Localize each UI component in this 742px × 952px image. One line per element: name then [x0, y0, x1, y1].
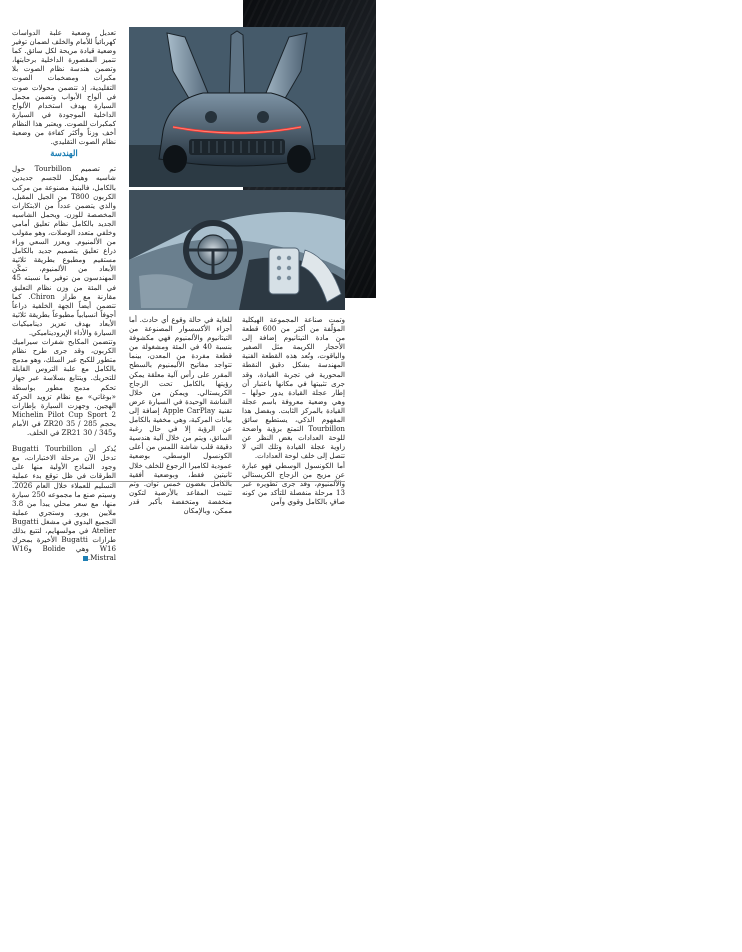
body-paragraph: وتتضمن المكابح شفرات سيراميك الكربون، وقد جرى طرح نظام متطور للكبح عبر السلك، وهو مدمج بالكامل مع علبة التروس القابلة للتحريك. ويتتابع بسلاسة عبر جهاز تحكم مدمج مطور بواسطة «بوغاتي» مع نظام تزويد الحركة الهجين. وجهزت السيارة بإطارات Michelin Pilot Cup Sport 2 بحجم 285 / 35 ZR20 في الأمام و345 / 30 ZR21 في الخلف. [12, 337, 116, 438]
body-paragraph: تم تصميم Tourbillon حول شاسيه وهيكل للجسم جديدين بالكامل، فالبنية مصنوعة من مركب الكربون T800 من الجيل المقبل، والذي يتضمن عدداً من الابتكارات المخصصة للوزن. ويحمل الشاسيه الجديد بالكامل نظام تعليق أمامي وخلفي متعدد الوصلات، وهو مقولب من الألمنيوم. ويعزز السعي وراء ذراع تعليق بتصميم جديد بالكامل مستقيم ومطبوع بطريقة ثلاثية الأبعاد من الألمنيوم، تمكّن المهندسون من توفير ما نسبته 45 في المئة من وزن نظام التعليق مقارنة مع طراز Chiron. كما تتضمن أيضاً الجهة الخلفية ذراعاً أجوفاً انسيابياً مطبوعاً بطريقة ثلاثية الأبعاد بهدف تعزيز ديناميكيات السيارة والأداء الإيروديناميكي. [12, 164, 116, 337]
car-interior-photo [129, 190, 345, 310]
body-paragraph: أما الكونسول الوسطي فهو عبارة عن مزيج من الزجاج الكريستالي والألمنيوم، وقد جرى تطويره عبر 13 مرحلة منفصلة للتأكد من كونه صافٍ بالكامل وقوي وآمن [242, 460, 345, 506]
body-paragraph: للغاية في حالة وقوع أي حادث. أما أجزاء الأكسسوار المصنوعة من التيتانيوم والألمنيوم فهي مكشوفة بنسبة 40 في المئة ومشغولة من قطعة مفردة من المعدن، بينما تتواجد مفاتيح الأليمنيوم بالسطح المقرر على رأس آلية معلقة يمكن رؤيتها بالكامل تحت الزجاج الكريستالي. ويمكن من خلال الشاشة الوحيدة في السيارة عرض تقنية Apple CarPlay إضافة إلى بيانات المركبة، وهي مخفية بالكامل عن الرؤية إلا في حال رغبة السائق، ويتم من خلال آلية هندسية دقيقة قلب شاشة اللمس من أعلى الكونسول الوسطي، بوضعية عمودية لكاميرا الرجوع للخلف خلال ثانيتين فقط، وبوضعية أفقية بالكامل بغضون خمس ثوان. وتم تثبيت المقاعد بالأرضية لتكون منخفضة ومتخفضة بأكبر قدر ممكن، وبالإمكان [129, 315, 232, 515]
body-paragraph-final [12, 444, 116, 562]
car-rear-photo [129, 27, 345, 187]
body-paragraph: تعديل وضعية علبة الدواسات كهربائياً للأمام والخلف لضمان توفير وضعية قيادة مريحة لكل سائق. كما تتميز المقصورة الداخلية برحابتها، وتضمن هندسة نظام الصوت بلا مكبرات ومضخمات الصوت التقليدية، إذ تتضمن محولات صوت في ألواح الأبواب وتضمن مجمل السيارة بهدف استخدام الألواح الداخلية الموجودة في السيارة كمكبرات للصوت. ويعتبر هذا النظام أخف وزناً وأكثر كفاءة من وضعية نظام الصوت التقليدي. [12, 28, 116, 147]
article-column-middle [129, 315, 232, 515]
body-paragraph: وتمت صناعة المجموعة الهيكلية المؤلّفة من أكثر من 600 قطعة من مادة التيتانيوم إضافة إلى الأحجار الكريمة مثل الصفير والياقوت، وتُعد هذه القطعة الفنية المهندسة بشكل دقيق النقطة المحورية في تجربة القيادة، وقد جرى تثبيتها في مكانها باعتبار أن إطار عجلة القيادة يدور حولها – وهي وضعية معروفة باسم عجلة القيادة بالمركز الثابت. وبفضل هذا المفهوم الذكي، يستطيع سائق Tourbillon التمتع برؤية واضحة للوحة العدادات بغض النظر عن زاوية عجلة القيادة وتلك التي لا تتصل إلى خلف لوحة العدادات. [242, 315, 345, 461]
section-heading-engineering: الهندسة [50, 149, 78, 160]
final-paragraph-text: يُذكر أن Bugatti Tourbillon تدخل الآن مرحلة الاختبارات، مع وجود النماذج الأولية منها على الطرقات في ظل توقع بدء عملية التسليم للعملاء خلال العام 2026. وسيتم صنع ما مجموعه 250 سيارة منها، مع سعر محلي يبدأ من 3.8 ملايين يورو. وستجري عملية التجميع اليدوي في مشغل Bugatti Atelier في مولسهايم، لتتبع بذلك طرازات Bugatti الأخيرة بمحرك W16 وهي Bolide وW16 Mistral. [12, 444, 117, 563]
article-column-left [242, 315, 345, 506]
article-column-right [12, 28, 116, 562]
bottom-rule [12, 481, 345, 482]
